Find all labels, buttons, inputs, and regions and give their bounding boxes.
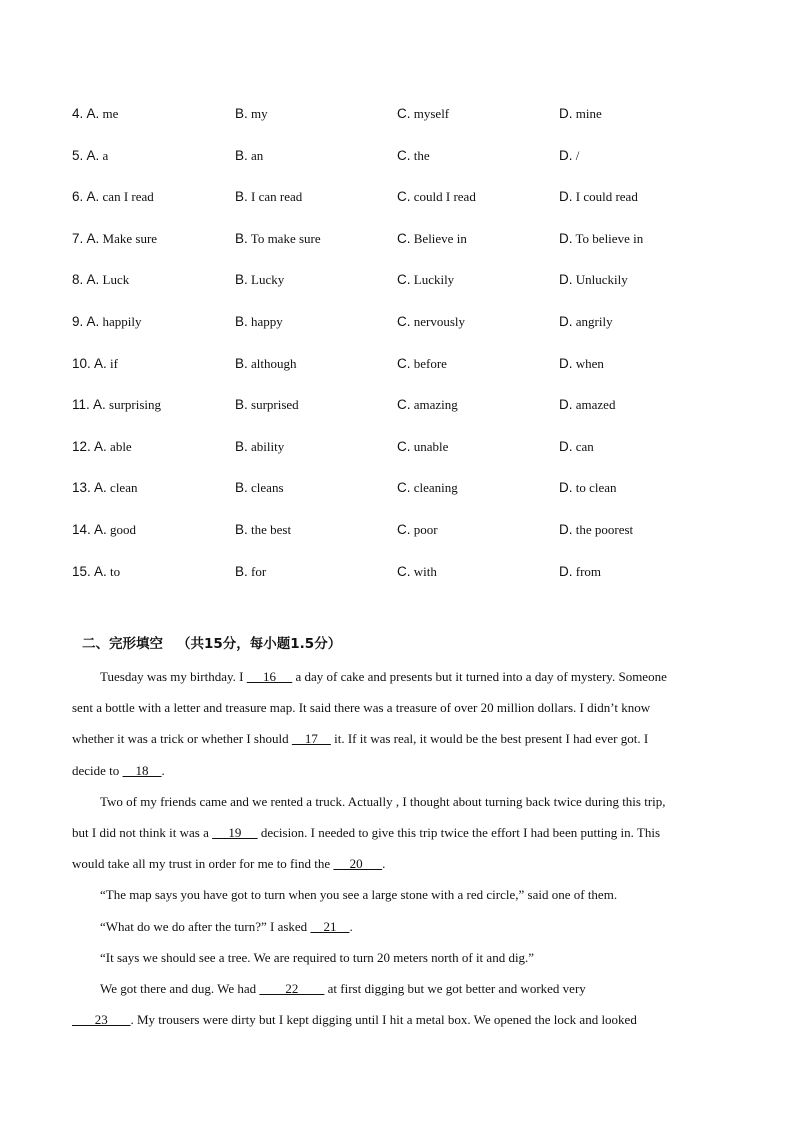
- passage-line: [72, 817, 724, 848]
- section-title: 二、完形填空: [82, 636, 163, 652]
- option-row: [72, 439, 732, 481]
- option-d: [559, 439, 594, 455]
- option-letter: A.: [94, 563, 107, 579]
- option-letter: C.: [397, 313, 411, 329]
- option-text: I could read: [575, 189, 638, 205]
- option-letter: C.: [397, 189, 411, 205]
- option-a: [72, 439, 132, 455]
- option-b: [235, 522, 291, 538]
- text: Two of my friends came and we rented a truck. Actually , I thought about turning back twice during this trip,: [100, 793, 666, 809]
- option-text: amazed: [575, 397, 616, 413]
- option-letter: D.: [559, 397, 573, 413]
- multiple-choice-options: [72, 106, 732, 605]
- option-b: [235, 356, 297, 372]
- option-c: [397, 522, 438, 538]
- text: Tuesday was my birthday. I: [100, 669, 247, 684]
- text: it. If it was real, it would be the best present I had ever got. I: [330, 731, 649, 747]
- option-text: /: [575, 147, 580, 163]
- question-number: 9.: [72, 313, 84, 329]
- option-letter: D.: [559, 147, 573, 163]
- option-row: [72, 564, 732, 606]
- option-row: [72, 272, 732, 314]
- option-text: for: [251, 563, 267, 579]
- blank-19: 19: [212, 824, 258, 840]
- text: a day of cake and presents but it turned into a day of mystery. Someone: [292, 669, 667, 684]
- option-d: [559, 272, 628, 288]
- option-text: myself: [413, 106, 450, 121]
- option-d: [559, 106, 602, 122]
- option-letter: C.: [397, 272, 411, 288]
- option-c: [397, 189, 476, 205]
- option-letter: D.: [559, 106, 573, 121]
- option-letter: A.: [94, 438, 107, 454]
- option-letter: A.: [86, 313, 100, 329]
- option-c: [397, 564, 437, 580]
- option-c: [397, 148, 430, 164]
- option-c: [397, 106, 449, 122]
- text: whether it was a trick or whether I should: [72, 731, 292, 747]
- option-d: [559, 356, 604, 372]
- passage-line: [72, 723, 724, 754]
- option-row: [72, 231, 732, 273]
- option-text: mine: [575, 106, 602, 121]
- option-a: [72, 106, 118, 122]
- option-letter: D.: [559, 355, 573, 371]
- text: .: [382, 856, 386, 872]
- option-text: cleaning: [413, 480, 458, 496]
- option-text: Unluckily: [575, 272, 628, 288]
- option-a: [72, 480, 137, 496]
- blank-20: 20: [333, 856, 383, 872]
- option-letter: B.: [235, 480, 248, 496]
- option-text: my: [251, 106, 268, 121]
- option-text: happily: [102, 313, 142, 329]
- option-row: [72, 106, 732, 148]
- option-letter: A.: [94, 521, 107, 537]
- option-letter: C.: [397, 147, 411, 163]
- blank-17: 17: [291, 731, 331, 747]
- blank-21: 21: [310, 918, 350, 934]
- option-b: [235, 106, 268, 122]
- blank-18: 18: [122, 762, 162, 778]
- option-text: from: [575, 563, 602, 579]
- blank-23: 23: [72, 1012, 131, 1028]
- option-b: [235, 231, 321, 247]
- text: .: [161, 762, 165, 778]
- option-b: [235, 189, 302, 205]
- option-d: [559, 231, 643, 247]
- option-letter: A.: [86, 189, 100, 205]
- question-number: 12.: [72, 438, 91, 454]
- option-letter: B.: [235, 438, 248, 454]
- passage-line: [72, 911, 724, 942]
- option-d: [559, 480, 617, 496]
- passage-line: [72, 973, 724, 1004]
- option-text: can: [575, 438, 594, 454]
- passage-line: [72, 692, 724, 723]
- option-a: [72, 189, 154, 205]
- option-letter: B.: [235, 313, 248, 329]
- blank-22: 22: [259, 980, 325, 996]
- option-c: [397, 314, 465, 330]
- option-text: nervously: [413, 313, 466, 329]
- text: We got there and dug. We had: [100, 980, 260, 996]
- option-text: surprised: [251, 397, 299, 413]
- option-row: [72, 397, 732, 439]
- text: “The map says you have got to turn when you see a large stone with a red circle,” said one of them.: [100, 887, 618, 903]
- option-letter: B.: [235, 272, 248, 288]
- option-row: [72, 314, 732, 356]
- option-letter: D.: [559, 563, 573, 579]
- option-text: Luck: [102, 272, 130, 288]
- text: would take all my trust in order for me to find the: [72, 856, 334, 872]
- option-c: [397, 397, 458, 413]
- option-row: [72, 189, 732, 231]
- option-text: angrily: [575, 313, 613, 329]
- option-b: [235, 439, 284, 455]
- passage-line: [72, 755, 724, 786]
- option-letter: C.: [397, 521, 411, 537]
- option-b: [235, 480, 284, 496]
- option-text: to clean: [575, 480, 617, 496]
- question-number: 5.: [72, 147, 84, 163]
- passage-line: [72, 942, 724, 973]
- option-letter: B.: [235, 355, 248, 371]
- option-text: clean: [110, 480, 138, 496]
- option-letter: B.: [235, 230, 248, 246]
- option-letter: B.: [235, 563, 248, 579]
- option-text: cleans: [251, 480, 284, 496]
- option-row: [72, 148, 732, 190]
- option-text: the best: [251, 521, 292, 537]
- option-text: I can read: [251, 189, 303, 205]
- option-text: an: [251, 147, 264, 163]
- option-a: [72, 356, 118, 372]
- option-text: amazing: [413, 397, 458, 413]
- option-letter: A.: [86, 230, 100, 246]
- option-text: if: [110, 355, 118, 371]
- option-letter: C.: [397, 438, 411, 454]
- option-text: when: [575, 355, 604, 371]
- option-letter: D.: [559, 313, 573, 329]
- section-score: （共15分，每小题1.5分）: [177, 636, 342, 652]
- option-text: although: [251, 355, 297, 371]
- passage-line: [72, 661, 724, 692]
- text: decision. I needed to give this trip twice the effort I had been putting in. This: [257, 824, 661, 840]
- option-letter: D.: [559, 438, 573, 454]
- question-number: 4.: [72, 106, 84, 121]
- option-letter: D.: [559, 272, 573, 288]
- option-letter: A.: [86, 147, 100, 163]
- blank-16: 16: [246, 669, 293, 684]
- option-text: to: [110, 563, 121, 579]
- option-letter: B.: [235, 521, 248, 537]
- option-text: happy: [251, 313, 283, 329]
- option-d: [559, 522, 633, 538]
- option-letter: C.: [397, 563, 411, 579]
- question-number: 8.: [72, 272, 84, 288]
- option-a: [72, 564, 120, 580]
- option-c: [397, 439, 448, 455]
- option-a: [72, 522, 136, 538]
- option-d: [559, 564, 601, 580]
- option-letter: A.: [86, 272, 100, 288]
- option-row: [72, 522, 732, 564]
- option-text: ability: [251, 438, 285, 454]
- text: decide to: [72, 762, 123, 778]
- option-b: [235, 397, 299, 413]
- text: . My trousers were dirty but I kept digging until I hit a metal box. We opened the lock and looked: [130, 1012, 637, 1028]
- option-letter: B.: [235, 147, 248, 163]
- section-heading: [82, 632, 341, 652]
- text: sent a bottle with a letter and treasure map. It said there was a treasure of over 20 million dollars. I didn’t know: [72, 700, 651, 716]
- option-letter: D.: [559, 230, 573, 246]
- option-letter: C.: [397, 480, 411, 496]
- option-text: Lucky: [251, 272, 285, 288]
- option-c: [397, 272, 454, 288]
- passage-line: [72, 879, 724, 910]
- passage-line: [72, 786, 724, 817]
- question-number: 10.: [72, 355, 91, 371]
- option-text: To believe in: [575, 230, 644, 246]
- option-b: [235, 272, 284, 288]
- option-letter: C.: [397, 397, 411, 413]
- text: “It says we should see a tree. We are required to turn 20 meters north of it and dig.”: [100, 949, 535, 965]
- option-text: a: [102, 147, 109, 163]
- option-text: me: [102, 106, 119, 121]
- option-a: [72, 397, 161, 413]
- option-text: Make sure: [102, 230, 158, 246]
- option-d: [559, 148, 579, 164]
- option-a: [72, 231, 157, 247]
- text: at first digging but we got better and worked very: [324, 980, 586, 996]
- option-a: [72, 272, 129, 288]
- text: .: [349, 918, 353, 934]
- option-letter: A.: [94, 355, 107, 371]
- option-text: the: [413, 147, 430, 163]
- option-text: Believe in: [413, 230, 467, 246]
- option-letter: B.: [235, 106, 248, 121]
- option-a: [72, 314, 142, 330]
- question-number: 15.: [72, 563, 91, 579]
- question-number: 14.: [72, 521, 91, 537]
- option-b: [235, 148, 263, 164]
- text: “What do we do after the turn?” I asked: [100, 918, 311, 934]
- option-text: able: [110, 438, 132, 454]
- option-letter: D.: [559, 480, 573, 496]
- option-letter: D.: [559, 521, 573, 537]
- option-letter: C.: [397, 106, 411, 121]
- option-row: [72, 480, 732, 522]
- option-a: [72, 148, 108, 164]
- option-letter: C.: [397, 355, 411, 371]
- option-text: poor: [413, 521, 438, 537]
- option-c: [397, 480, 458, 496]
- option-text: surprising: [109, 397, 162, 413]
- option-text: can I read: [102, 189, 154, 205]
- option-text: good: [110, 521, 137, 537]
- option-text: the poorest: [575, 521, 634, 537]
- option-text: To make sure: [250, 230, 321, 246]
- passage-line: [72, 1004, 724, 1035]
- option-letter: A.: [86, 106, 100, 121]
- option-d: [559, 189, 638, 205]
- question-number: 11.: [72, 397, 90, 413]
- option-letter: B.: [235, 189, 248, 205]
- option-letter: A.: [94, 480, 107, 496]
- cloze-passage: [72, 661, 724, 1035]
- text: but I did not think it was a: [72, 824, 213, 840]
- option-letter: B.: [235, 397, 248, 413]
- option-d: [559, 314, 613, 330]
- option-text: unable: [413, 438, 449, 454]
- option-d: [559, 397, 615, 413]
- option-b: [235, 314, 283, 330]
- option-text: before: [413, 355, 447, 371]
- option-b: [235, 564, 266, 580]
- option-row: [72, 356, 732, 398]
- option-letter: C.: [397, 230, 411, 246]
- option-letter: A.: [93, 397, 106, 413]
- option-text: Luckily: [413, 272, 455, 288]
- option-letter: D.: [559, 189, 573, 205]
- question-number: 6.: [72, 189, 84, 205]
- question-number: 7.: [72, 230, 84, 246]
- passage-line: [72, 848, 724, 879]
- option-c: [397, 356, 447, 372]
- question-number: 13.: [72, 480, 91, 496]
- option-text: with: [413, 563, 437, 579]
- option-c: [397, 231, 467, 247]
- option-text: could I read: [413, 189, 476, 205]
